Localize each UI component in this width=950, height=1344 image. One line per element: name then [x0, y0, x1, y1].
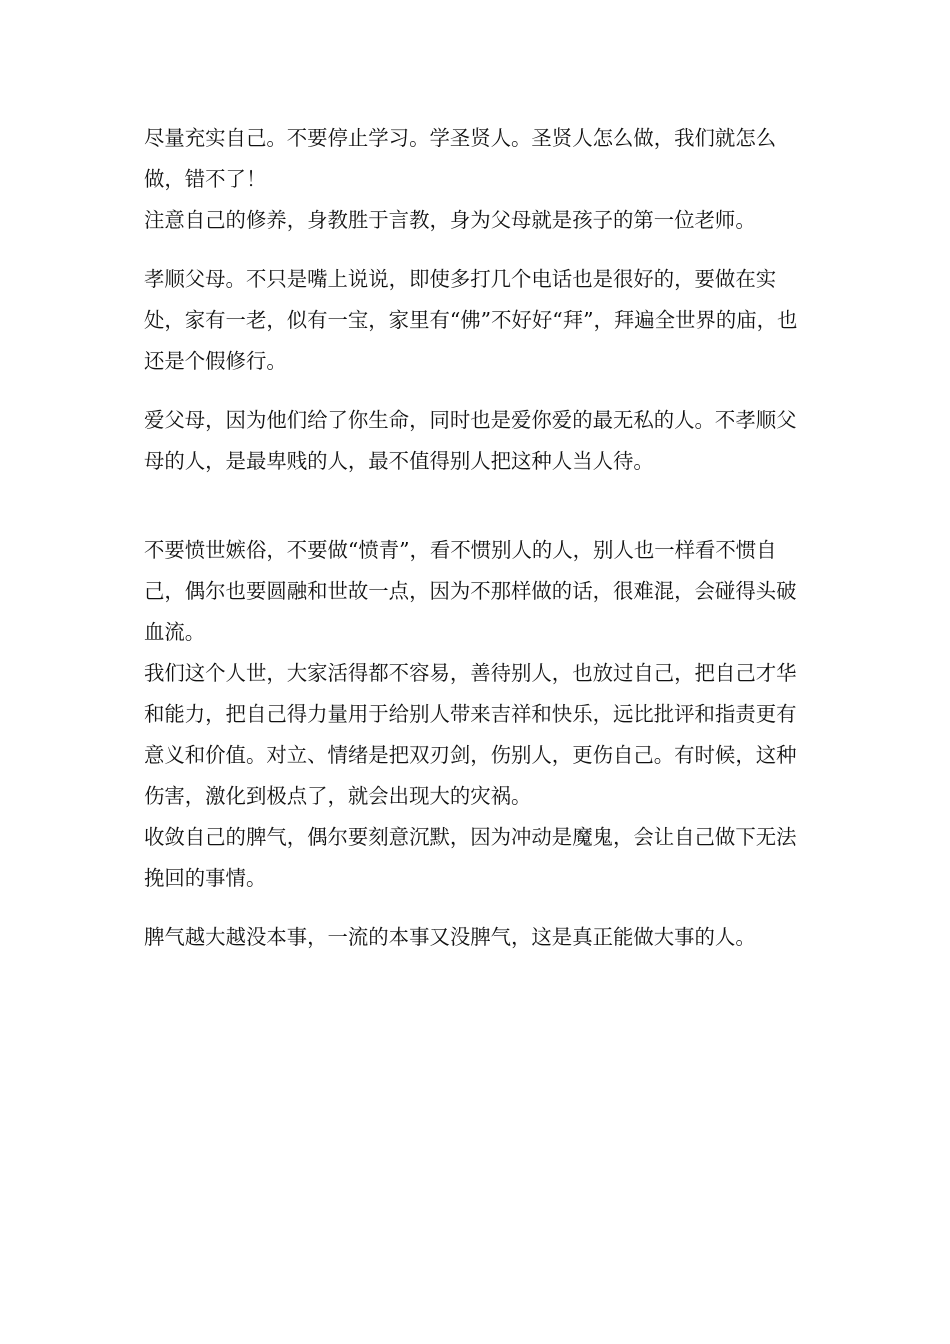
- paragraph-spacer: [144, 382, 808, 400]
- paragraph-not-cynical: 不要愤世嫉俗，不要做“愤青”，看不惯别人的人，别人也一样看不惯自己，偶尔也要圆融和世故一点，因为不那样做的话，很难混，会碰得头破血流。: [144, 538, 797, 644]
- paragraph-self-cultivation: 注意自己的修养，身教胜于言教，身为父母就是孩子的第一位老师。: [144, 208, 756, 232]
- paragraph-spacer: [144, 241, 808, 259]
- paragraph-love-parents: 爱父母，因为他们给了你生命，同时也是爱你爱的最无私的人。不孝顺父母的人，是最卑贱的人，最不值得别人把这种人当人待。: [144, 408, 797, 473]
- paragraph-treat-others-well: 我们这个人世，大家活得都不容易，善待别人，也放过自己，把自己才华和能力，把自己得力量用于给别人带来吉祥和快乐，远比批评和指责更有意义和价值。对立、情绪是把双刃剑，伤别人，更伤自己。有时候，这种伤害，激化到极点了，就会出现大的灾祸。: [144, 661, 797, 808]
- document-body: [144, 118, 808, 958]
- paragraph-self-improvement: 尽量充实自己。不要停止学习。学圣贤人。圣贤人怎么做，我们就怎么做，错不了！: [144, 126, 777, 191]
- paragraph-restrain-temper: 收敛自己的脾气，偶尔要刻意沉默，因为冲动是魔鬼，会让自己做下无法挽回的事情。: [144, 825, 797, 890]
- paragraph-filial-piety: 孝顺父母。不只是嘴上说说，即使多打几个电话也是很好的，要做在实处，家有一老，似有一宝，家里有“佛”不好好“拜”，拜遍全世界的庙，也还是个假修行。: [144, 267, 798, 373]
- paragraph-spacer: [144, 482, 808, 530]
- paragraph-temper-and-ability: 脾气越大越没本事，一流的本事又没脾气，这是真正能做大事的人。: [144, 925, 756, 949]
- paragraph-spacer: [144, 899, 808, 917]
